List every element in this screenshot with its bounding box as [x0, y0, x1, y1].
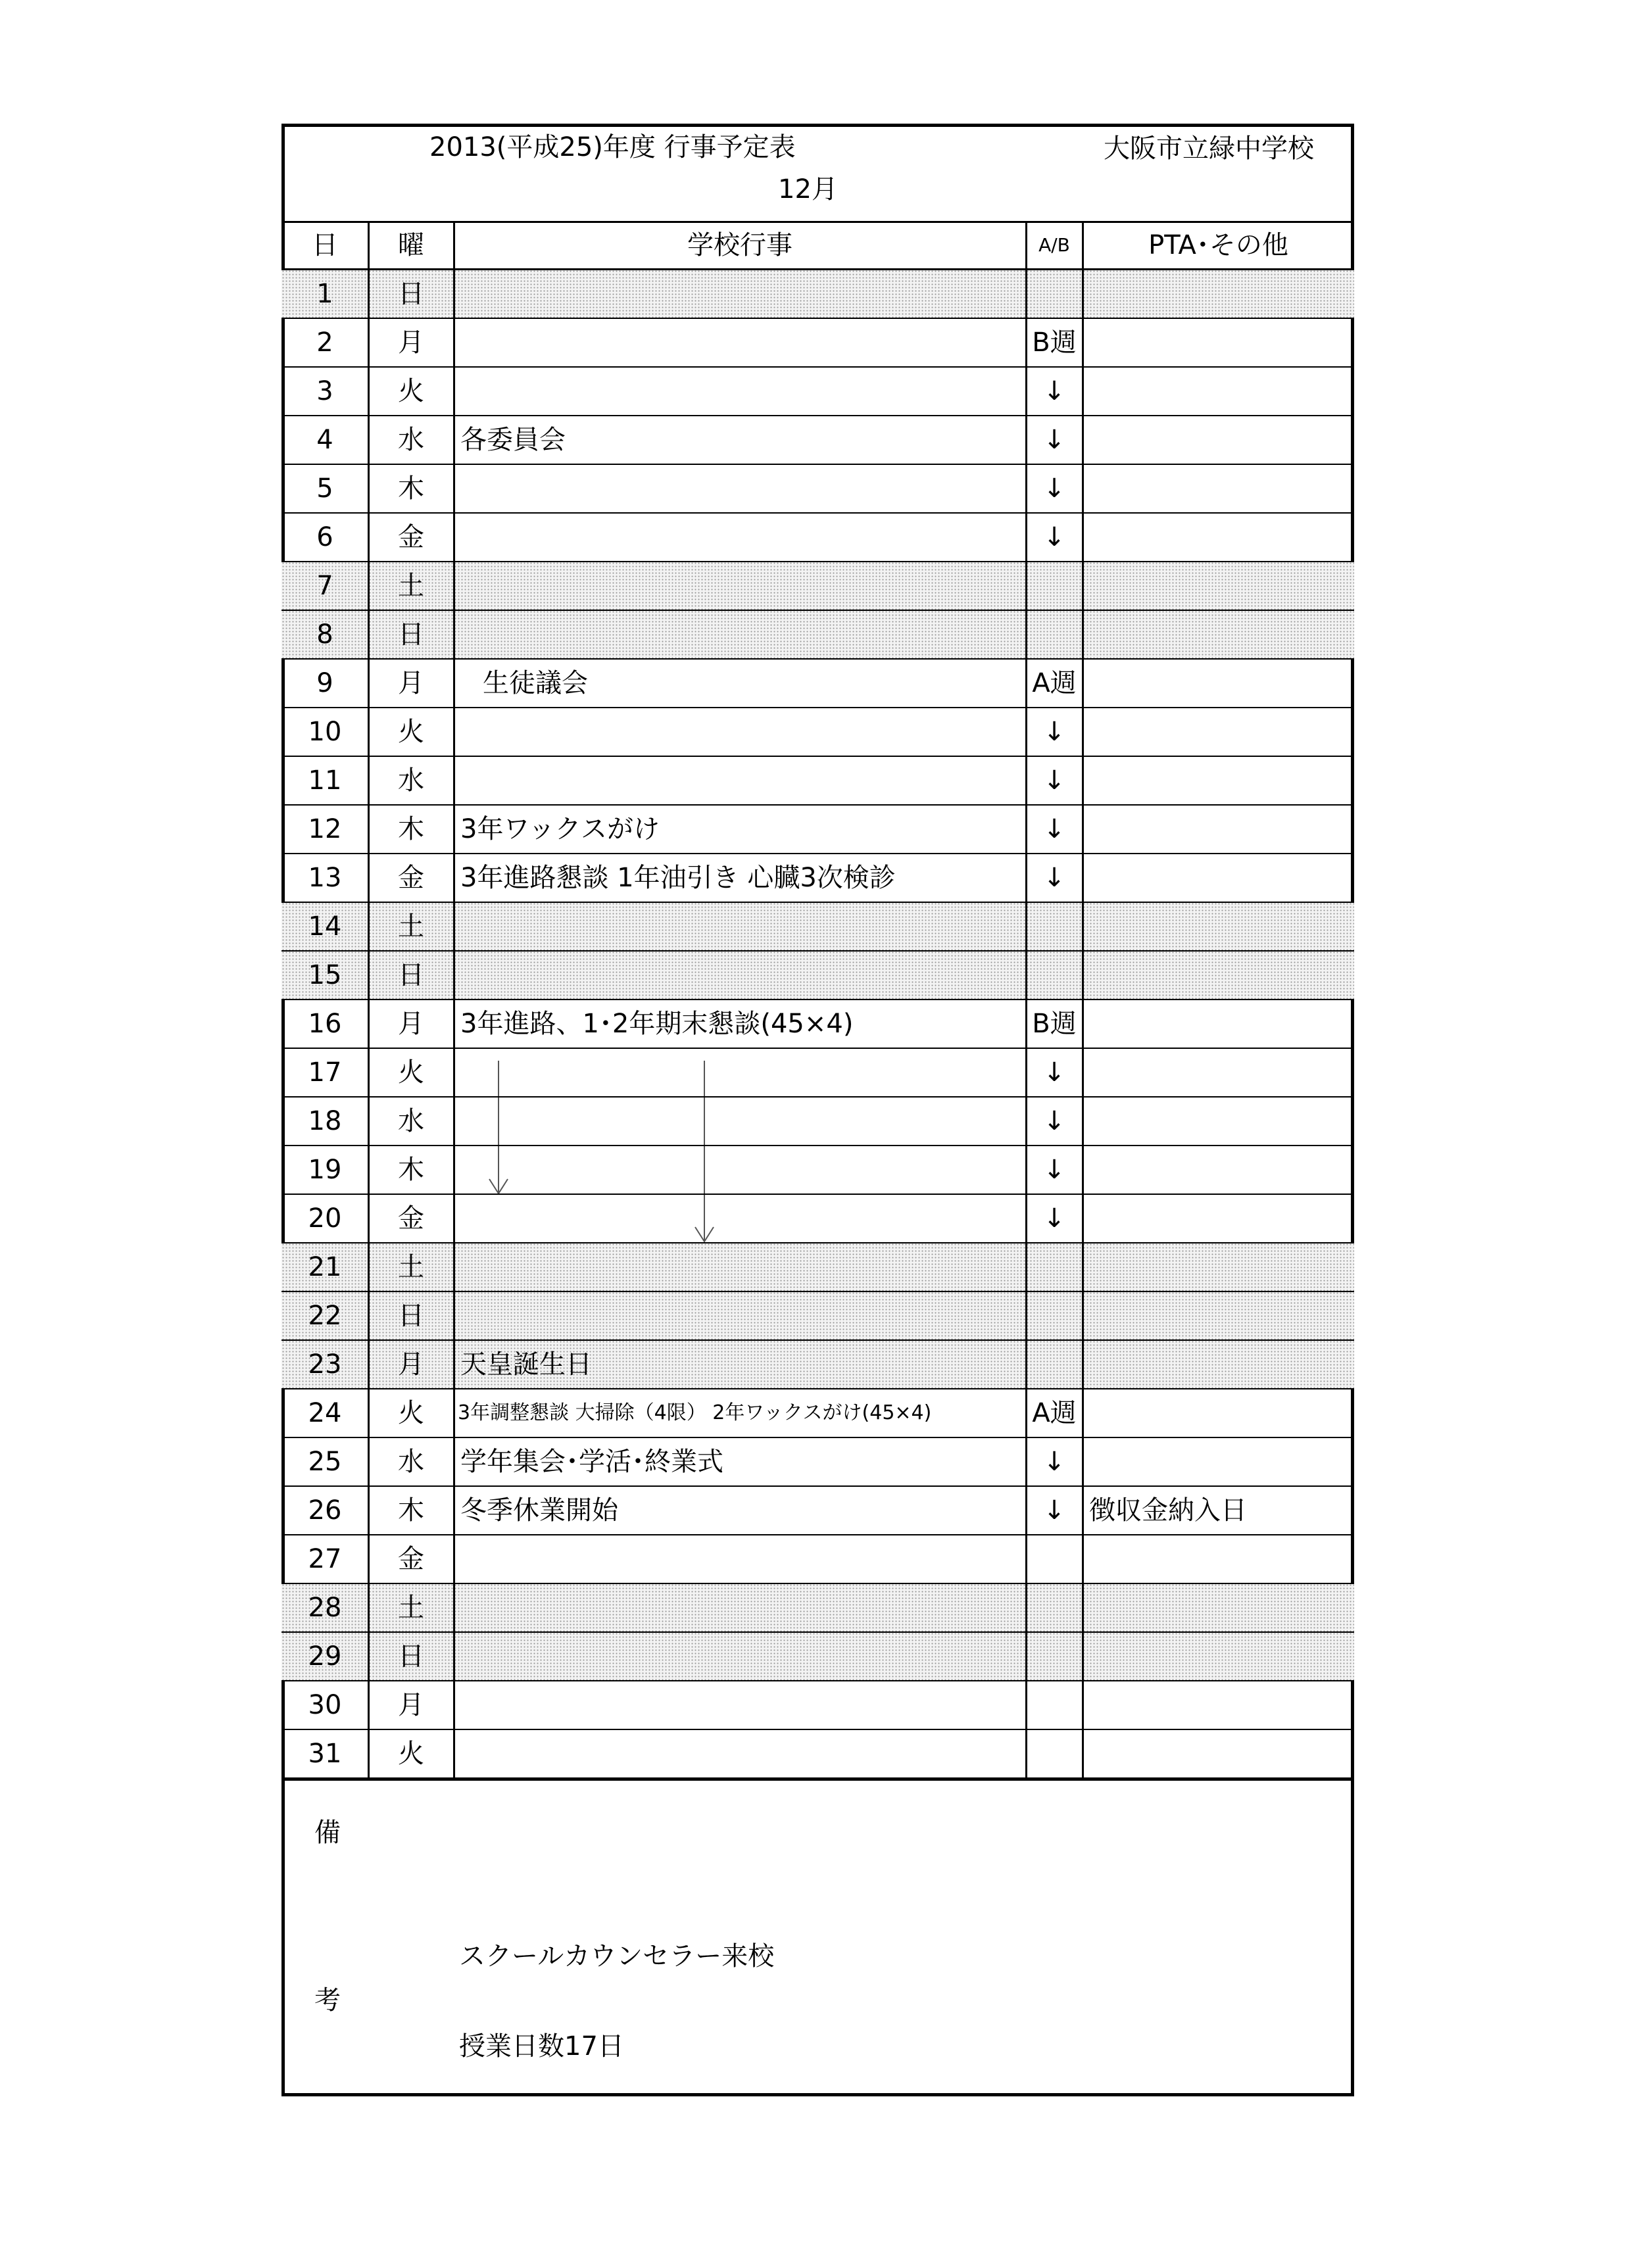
- weekday-cell: 水: [398, 1447, 424, 1477]
- ab-week-cell: ↓: [1043, 522, 1065, 552]
- grid-vline: [453, 221, 455, 1778]
- day-cell: 22: [281, 1291, 368, 1340]
- grid-hline: [281, 1339, 1354, 1341]
- weekday-cell: 土: [368, 902, 454, 951]
- weekday-cell: 金: [398, 522, 424, 552]
- day-cell: 4: [316, 425, 333, 455]
- grid-hline: [281, 464, 1354, 465]
- schedule-sheet: [281, 124, 1354, 2096]
- ab-week-cell: ↓: [1043, 1203, 1065, 1234]
- col-event: 学校行事: [687, 230, 792, 260]
- ab-week-cell: ↓: [1043, 765, 1065, 796]
- weekday-cell: 日: [368, 951, 454, 1000]
- day-cell: 9: [316, 668, 333, 698]
- weekday-cell: 土: [368, 1243, 454, 1291]
- grid-hline: [281, 1583, 1354, 1584]
- ab-week-cell: ↓: [1043, 1057, 1065, 1088]
- grid-hline: [281, 1194, 1354, 1195]
- grid-vline: [1025, 221, 1027, 1778]
- day-cell: 25: [308, 1447, 342, 1477]
- event-cell: 学年集会･学活･終業式: [460, 1447, 723, 1477]
- grid-hline: [281, 561, 1354, 562]
- grid-hline: [281, 1631, 1354, 1633]
- grid-hline: [281, 658, 1354, 660]
- day-cell: 6: [316, 522, 333, 552]
- ab-week-cell: ↓: [1043, 717, 1065, 747]
- weekday-cell: 火: [398, 1739, 424, 1769]
- grid-hline: [281, 853, 1354, 854]
- remark-counselor: スクールカウンセラー来校: [459, 1941, 775, 1971]
- day-cell: 26: [308, 1495, 342, 1526]
- weekday-cell: 月: [368, 1340, 454, 1389]
- grid-hline: [281, 1680, 1354, 1681]
- grid-hline: [281, 1729, 1354, 1730]
- day-cell: 7: [281, 562, 368, 610]
- grid-hline: [281, 1437, 1354, 1438]
- grid-hline: [281, 1096, 1354, 1098]
- grid-hline: [281, 1145, 1354, 1146]
- day-cell: 8: [281, 610, 368, 659]
- grid-vline: [368, 221, 370, 1778]
- weekday-cell: 土: [368, 562, 454, 610]
- weekday-cell: 金: [398, 1203, 424, 1234]
- weekday-cell: 火: [398, 1398, 424, 1428]
- ab-week-cell: ↓: [1043, 1495, 1065, 1526]
- day-cell: 16: [308, 1009, 342, 1039]
- weekday-cell: 月: [398, 668, 424, 698]
- event-cell: 生徒議会: [483, 668, 588, 698]
- day-cell: 17: [308, 1057, 342, 1088]
- pta-cell: 徴収金納入日: [1089, 1495, 1247, 1526]
- grid-hline: [281, 1048, 1354, 1049]
- day-cell: 3: [316, 376, 333, 406]
- day-cell: 28: [281, 1583, 368, 1632]
- grid-hline: [281, 318, 1354, 319]
- grid-hline: [281, 1291, 1354, 1292]
- day-cell: 18: [308, 1106, 342, 1136]
- day-cell: 20: [308, 1203, 342, 1234]
- col-ab: A/B: [1038, 234, 1070, 256]
- grid-hline: [281, 1485, 1354, 1487]
- remark-class-days: 授業日数17日: [459, 2031, 624, 2062]
- weekday-cell: 火: [398, 717, 424, 747]
- remarks-label-bottom: 考: [314, 1985, 341, 2015]
- ab-week-cell: B週: [1032, 1009, 1077, 1039]
- col-weekday: 曜: [398, 230, 424, 260]
- day-cell: 5: [316, 473, 333, 504]
- event-cell: 3年進路、1･2年期末懇談(45×4): [460, 1009, 854, 1039]
- grid-hline: [281, 268, 1354, 270]
- ab-week-cell: A週: [1032, 1398, 1077, 1428]
- event-cell: 3年調整懇談 大掃除（4限） 2年ワックスがけ(45×4): [458, 1401, 932, 1424]
- event-cell: 各委員会: [460, 425, 566, 455]
- day-cell: 2: [316, 327, 333, 358]
- grid-hline: [281, 512, 1354, 514]
- day-cell: 12: [308, 814, 342, 844]
- ab-week-cell: ↓: [1043, 473, 1065, 504]
- school-name: 大阪市立緑中学校: [1104, 133, 1314, 164]
- day-cell: 10: [308, 717, 342, 747]
- ab-week-cell: B週: [1032, 327, 1077, 358]
- grid-hline: [281, 610, 1354, 611]
- grid-hline: [281, 415, 1354, 416]
- weekday-cell: 水: [398, 765, 424, 796]
- day-cell: 21: [281, 1243, 368, 1291]
- weekday-cell: 金: [398, 1544, 424, 1574]
- grid-hline: [281, 756, 1354, 757]
- day-cell: 30: [308, 1690, 342, 1720]
- event-cell: 天皇誕生日: [454, 1340, 1026, 1389]
- event-cell: 冬季休業開始: [460, 1495, 618, 1526]
- period-arrows: [281, 124, 1354, 2096]
- weekday-cell: 日: [368, 270, 454, 318]
- ab-week-cell: ↓: [1043, 1106, 1065, 1136]
- ab-week-cell: ↓: [1043, 1155, 1065, 1185]
- ab-week-cell: ↓: [1043, 1447, 1065, 1477]
- grid-hline: [281, 366, 1354, 368]
- grid-vline: [1082, 221, 1084, 1778]
- day-cell: 14: [281, 902, 368, 951]
- grid-hline: [281, 221, 1354, 223]
- month-label: 12月: [778, 174, 838, 205]
- grid-hline: [281, 1242, 1354, 1243]
- day-cell: 13: [308, 863, 342, 893]
- day-cell: 11: [308, 765, 342, 796]
- weekday-cell: 火: [398, 1057, 424, 1088]
- grid-hline: [281, 707, 1354, 708]
- ab-week-cell: ↓: [1043, 425, 1065, 455]
- weekday-cell: 火: [398, 376, 424, 406]
- day-cell: 19: [308, 1155, 342, 1185]
- day-cell: 24: [308, 1398, 342, 1428]
- weekday-cell: 木: [398, 473, 424, 504]
- grid-hline: [281, 950, 1354, 952]
- weekday-cell: 木: [398, 814, 424, 844]
- event-cell: 3年ワックスがけ: [460, 814, 660, 844]
- day-cell: 15: [281, 951, 368, 1000]
- weekday-cell: 日: [368, 1291, 454, 1340]
- weekday-cell: 月: [398, 327, 424, 358]
- day-cell: 27: [308, 1544, 342, 1574]
- weekday-cell: 水: [398, 1106, 424, 1136]
- grid-hline: [281, 1534, 1354, 1535]
- ab-week-cell: ↓: [1043, 814, 1065, 844]
- weekday-cell: 月: [398, 1009, 424, 1039]
- weekday-cell: 月: [398, 1690, 424, 1720]
- col-pta: PTA･その他: [1148, 230, 1288, 260]
- ab-week-cell: ↓: [1043, 863, 1065, 893]
- day-cell: 23: [281, 1340, 368, 1389]
- day-cell: 1: [281, 270, 368, 318]
- day-cell: 29: [281, 1632, 368, 1681]
- event-cell: 3年進路懇談 1年油引き 心臓3次検診: [460, 863, 896, 893]
- grid-hline: [281, 1388, 1354, 1389]
- grid-hline: [281, 804, 1354, 806]
- weekday-cell: 日: [368, 1632, 454, 1681]
- col-day: 日: [312, 230, 338, 260]
- sheet-title: 2013(平成25)年度 行事予定表: [429, 132, 796, 162]
- weekday-cell: 水: [398, 425, 424, 455]
- ab-week-cell: ↓: [1043, 376, 1065, 406]
- weekday-cell: 日: [368, 610, 454, 659]
- grid-hline: [281, 999, 1354, 1000]
- ab-week-cell: A週: [1032, 668, 1077, 698]
- day-cell: 31: [308, 1739, 342, 1769]
- weekday-cell: 木: [398, 1155, 424, 1185]
- remarks-label-top: 備: [314, 1818, 341, 1848]
- weekday-cell: 木: [398, 1495, 424, 1526]
- weekday-cell: 金: [398, 863, 424, 893]
- grid-hline: [281, 902, 1354, 903]
- grid-hline: [281, 1777, 1354, 1781]
- weekday-cell: 土: [368, 1583, 454, 1632]
